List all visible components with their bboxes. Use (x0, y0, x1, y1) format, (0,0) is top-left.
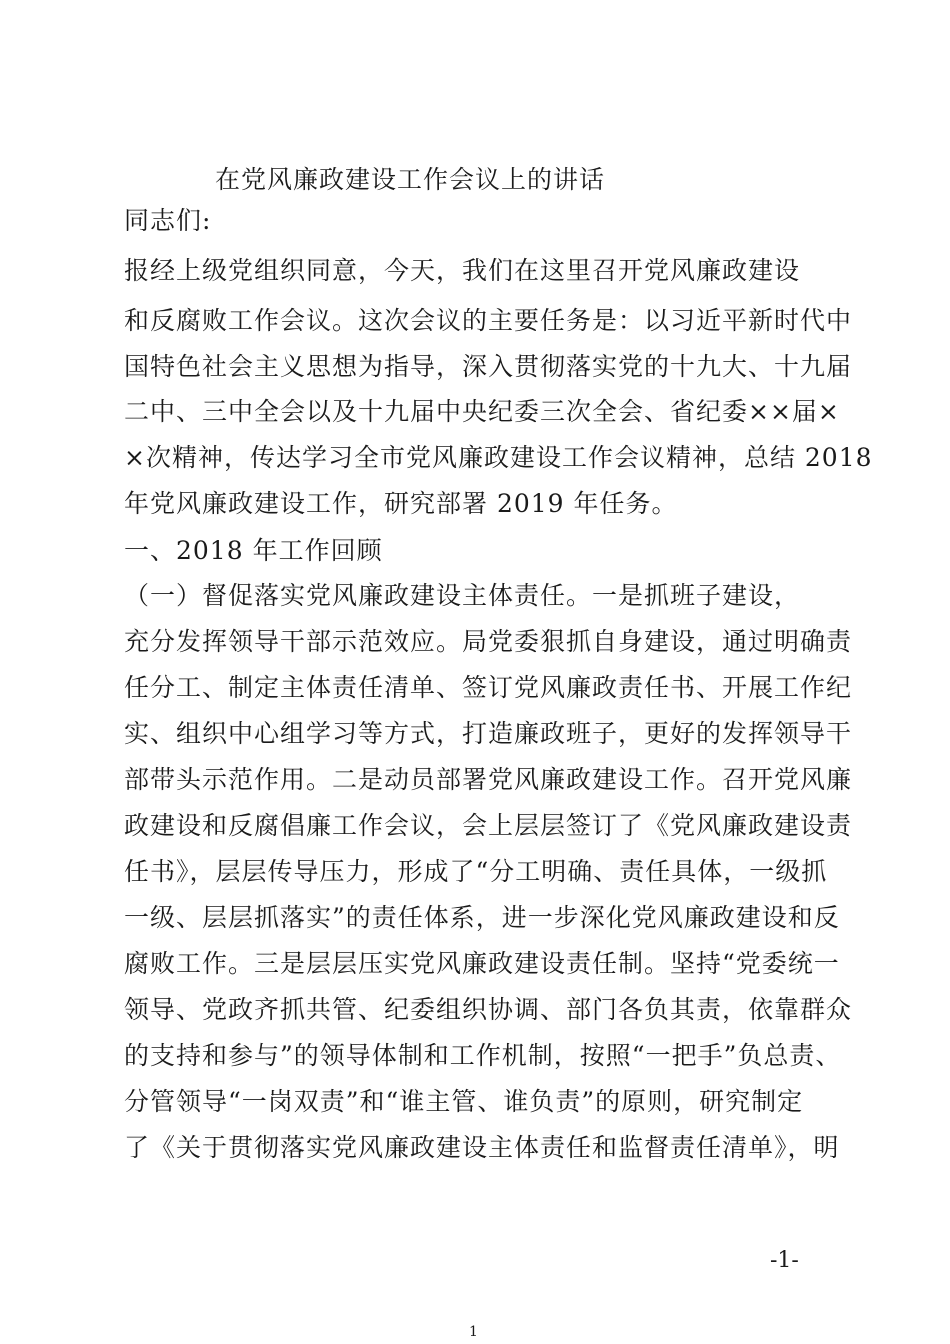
body-line: 腐败工作。三是层层压实党风廉政建设责任制。坚持“党委统一 (124, 949, 840, 978)
body-line: 国特色社会主义思想为指导，深入贯彻落实党的十九大、十九届 (124, 352, 853, 381)
body-line: 了《关于贯彻落实党风廉政建设主体责任和监督责任清单》，明 (124, 1133, 840, 1162)
body-line: 年党风廉政建设工作，研究部署 2019 年任务。 (124, 489, 678, 518)
body-line: 报经上级党组织同意，今天，我们在这里召开党风廉政建设 (124, 256, 801, 285)
body-line: 一级、层层抓落实”的责任体系，进一步深化党风廉政建设和反 (124, 903, 840, 932)
body-line: 部带头示范作用。二是动员部署党风廉政建设工作。召开党风廉 (124, 765, 853, 794)
body-line: 任书》，层层传导压力，形成了“分工明确、责任具体，一级抓 (124, 857, 828, 886)
body-line: 领导、党政齐抓共管、纪委组织协调、部门各负其责，依靠群众 (124, 995, 853, 1024)
body-line: 和反腐败工作会议。这次会议的主要任务是：以习近平新时代中 (124, 306, 853, 335)
body-line: 任分工、制定主体责任清单、签订党风廉政责任书、开展工作纪 (124, 673, 853, 702)
body-line: 实、组织中心组学习等方式，打造廉政班子，更好的发挥领导干 (124, 719, 853, 748)
body-line: 二中、三中全会以及十九届中央纪委三次全会、省纪委××届× (124, 397, 840, 426)
document-title: 在党风廉政建设工作会议上的讲话 (215, 165, 606, 194)
page-number: -1- (770, 1248, 799, 1273)
subsection-heading: （一）督促落实党风廉政建设主体责任。一是抓班子建设， (124, 581, 801, 610)
salutation-line: 同志们: (124, 206, 212, 235)
body-line: 充分发挥领导干部示范效应。局党委狠抓自身建设，通过明确责 (124, 627, 853, 656)
body-line: 的支持和参与”的领导体制和工作机制，按照“一把手”负总责、 (124, 1041, 842, 1070)
body-line: ×次精神，传达学习全市党风廉政建设工作会议精神，总结 2018 (124, 443, 873, 472)
body-line: 分管领导“一岗双责”和“谁主管、谁负责”的原则，研究制定 (124, 1087, 804, 1116)
section-heading: 一、2018 年工作回顾 (124, 536, 383, 565)
body-line: 政建设和反腐倡廉工作会议，会上层层签订了《党风廉政建设责 (124, 811, 853, 840)
footer-page-number: 1 (469, 1324, 478, 1340)
